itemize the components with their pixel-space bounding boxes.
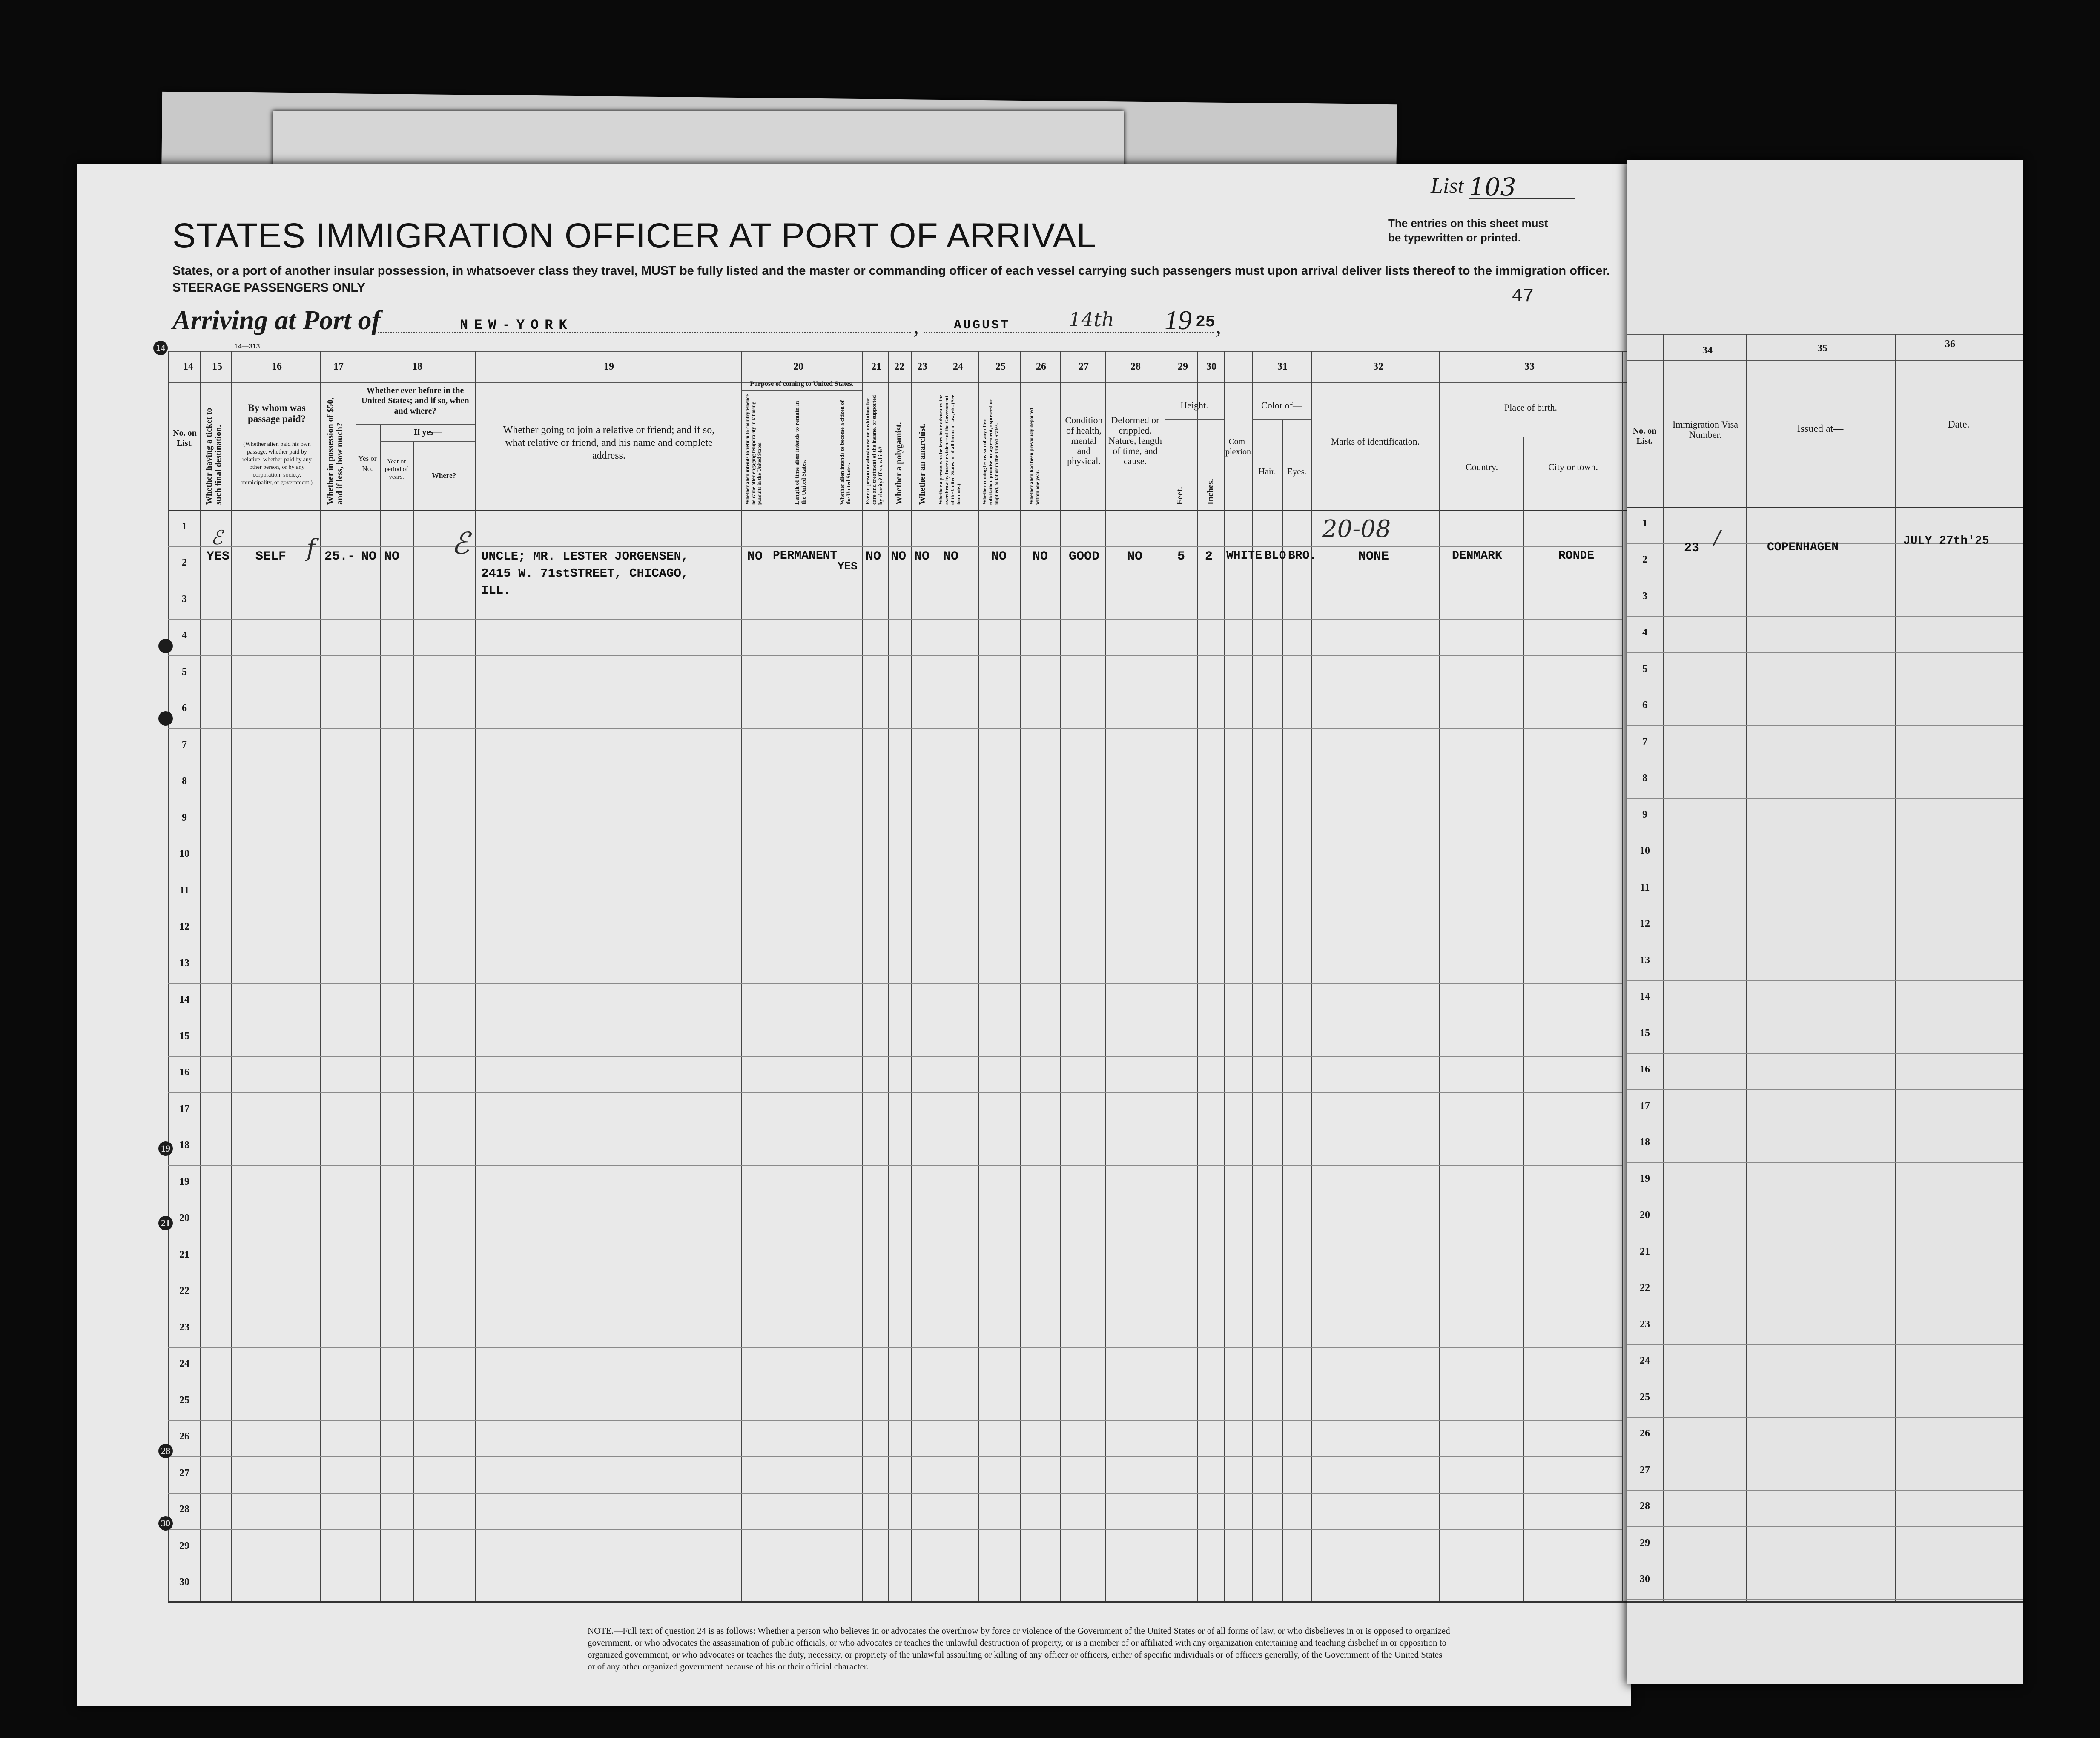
c29-label: Height.: [1180, 400, 1208, 411]
r1-where-mark: ℰ: [451, 526, 470, 561]
r1-anarchist: NO: [914, 549, 930, 564]
visa-row-line: [1627, 1417, 2023, 1418]
r1-deformed: NO: [1127, 549, 1143, 564]
c18-period: Year or period of years.: [384, 458, 408, 480]
col-line-x: [1282, 419, 1283, 1601]
visa-row-line: [1627, 1599, 2023, 1600]
r1-polygamist: NO: [891, 549, 907, 564]
visa-line-c: [1895, 334, 1896, 1601]
visa-row-line: [1627, 652, 2023, 653]
row-number: 14: [179, 994, 189, 1005]
visa-row-number: 11: [1640, 882, 1650, 893]
row-number: 11: [179, 885, 189, 896]
r1-inches: 2: [1205, 549, 1213, 564]
row-line: [168, 546, 1622, 547]
r1-join-1: UNCLE; MR. LESTER JORGENSEN,: [481, 549, 689, 563]
col-line-u: [1197, 351, 1198, 1601]
footer-rule: [168, 1601, 1707, 1603]
row-line: [168, 1092, 1622, 1093]
visa-row-line: [1627, 1526, 2023, 1527]
col-line-a: [168, 351, 169, 1601]
c33-label: Place of birth.: [1504, 402, 1558, 413]
col-line-p: [978, 351, 979, 1601]
binding-hole: [158, 639, 173, 653]
r1-hair: BLO: [1265, 549, 1286, 563]
c28-label: Deformed or crippled. Nature, length of time, and cause.: [1108, 415, 1162, 466]
c20-label: Purpose of coming to United States.: [750, 380, 854, 388]
r1-deported: NO: [1033, 549, 1048, 564]
r1-feet: 5: [1177, 549, 1185, 564]
colnum-27: 27: [1079, 361, 1089, 372]
colnum-28: 28: [1130, 361, 1141, 372]
r1-citizen: YES: [838, 560, 858, 573]
c21-label: Ever in prison or almshouse or institution for care and treatment of the insane, or supported by charity? If so, which?: [864, 395, 884, 505]
c31-sub-rule: [1252, 419, 1311, 420]
visa-row-number: 15: [1640, 1027, 1650, 1039]
visa-hdr-top: [1627, 360, 2023, 361]
visa-row-number: 9: [1642, 809, 1647, 820]
col-line-n: [911, 351, 912, 1601]
colnum-18: 18: [412, 361, 422, 372]
col-line-q: [1020, 351, 1021, 1601]
visa-row-number: 16: [1640, 1064, 1650, 1075]
r1-offer: NO: [991, 549, 1007, 564]
row-number: 22: [179, 1285, 189, 1296]
visa-row-line: [1627, 798, 2023, 799]
steerage-label: STEERAGE PASSENGERS ONLY: [172, 281, 365, 295]
comma-1: ,: [913, 314, 919, 339]
list-underline: [1469, 198, 1575, 199]
visa-row-number: 18: [1640, 1137, 1650, 1148]
row-number: 25: [179, 1394, 189, 1406]
arriving-label: Arriving at Port of: [172, 305, 381, 335]
row-number: 10: [179, 848, 189, 859]
colnum-24: 24: [953, 361, 963, 372]
r1-visa-no: 23: [1684, 541, 1700, 555]
r1-length: PERMANENT: [773, 549, 838, 563]
r1-country: DENMARK: [1452, 549, 1502, 563]
c20-c: Whether alien intends to become a citizen of the United States.: [839, 400, 852, 505]
col-line-i: [741, 351, 742, 1601]
r1-eyes: BRO.: [1288, 549, 1317, 563]
colnum-17: 17: [333, 361, 344, 372]
col-line-w: [1252, 351, 1253, 1601]
manifest-sheet: [77, 164, 1631, 1706]
visa-row-number: 20: [1640, 1209, 1650, 1221]
binding-hole: 30: [158, 1516, 173, 1531]
row-number: 2: [182, 557, 187, 568]
row-number: 6: [182, 703, 187, 714]
c25-label: Whether coming by reason of any offer, solicitation, promise, or agreement, expressed or implied, to labor in the United States.: [981, 399, 999, 505]
sheet-number: 47: [1512, 286, 1534, 307]
c30-label: Com- plexion.: [1225, 437, 1253, 457]
visa-row-line: [1627, 1490, 2023, 1491]
row-number: 4: [182, 630, 187, 641]
row-line: [168, 1420, 1622, 1421]
c18-yesno: Yes or No.: [358, 454, 377, 473]
header-bottom-rule: [168, 510, 1707, 511]
footnote: NOTE.—Full text of question 24 is as follows: Whether a person who believes in or advocates the overthrow by force or violence of the Government of the United States or of all forms of law, or who disbelieves in or is opposed to organized government, or who advocates the assassination of public officials, or who advocates or teaches the unlawful destruction of property, or is a member of or affiliated with any organization entertaining and teaching disbelief in or opposition to organized government, or who advocates or teaches the duty, necessity, or propriety of the unlawful assaulting or killing of any officer or officers, either of specific individuals or of officers generally, of the Government of the United States or of any other organized government because of his or their official character.: [588, 1626, 1450, 1672]
row-number: 7: [182, 739, 187, 750]
visa-row-number: 12: [1640, 918, 1650, 929]
colnum-19: 19: [604, 361, 614, 372]
r1-marks-hand: 20-08: [1322, 515, 1391, 543]
row-number: 26: [179, 1431, 189, 1442]
col-line-s: [1105, 351, 1106, 1601]
r1-paid: SELF: [255, 549, 287, 564]
c18-if-yes: If yes—: [413, 428, 442, 437]
c22-label: Whether a polygamist.: [894, 422, 904, 505]
form-number: 14—313: [234, 343, 260, 350]
r1-date: JULY 27th'25: [1903, 534, 1989, 548]
row-line: [168, 619, 1622, 620]
r1-visa-check: /: [1714, 526, 1721, 549]
month-value: AUGUST: [954, 318, 1010, 333]
c35-label: Issued at—: [1797, 423, 1844, 434]
visa-row-number: 22: [1640, 1282, 1650, 1293]
row-line: [168, 1456, 1622, 1457]
top-rule: [168, 351, 1707, 352]
visa-row-number: 24: [1640, 1355, 1650, 1366]
c36-label: Date.: [1948, 419, 1970, 430]
colnum-32: 32: [1373, 361, 1383, 372]
visa-row-number: 30: [1640, 1574, 1650, 1585]
row-line: [168, 655, 1622, 656]
row-number: 23: [179, 1321, 189, 1333]
c16-label: By whom was passage paid?: [247, 402, 306, 424]
c19-label: Whether going to join a relative or friend; and if so, what relative or friend, and his name and complete address.: [503, 425, 715, 461]
c34-label: Immigration Visa Number.: [1672, 419, 1739, 440]
r1-ticket-mark: ℰ: [211, 526, 223, 549]
visa-row-number: 13: [1640, 954, 1650, 966]
colnum-23: 23: [917, 361, 927, 372]
row-number: 19: [179, 1176, 189, 1187]
visa-row-number: 4: [1642, 627, 1647, 638]
c18-where: Where?: [431, 471, 456, 480]
c34-no-label: No. on List.: [1632, 426, 1657, 446]
c27-label: Condition of health, mental and physical.: [1065, 415, 1103, 466]
port-value: NEW-YORK: [460, 317, 573, 333]
r1-join-2: 2415 W. 71stSTREET, CHICAGO,: [481, 566, 689, 580]
row-number: 13: [179, 957, 189, 969]
row-line: [168, 1165, 1622, 1166]
c15-label: Whether having a ticket to such final destination.: [204, 408, 223, 505]
colnum-15: 15: [212, 361, 222, 372]
list-number: 103: [1469, 172, 1516, 201]
year-prefix: 19: [1165, 305, 1192, 335]
c29-inches: Inches.: [1206, 479, 1215, 505]
colnum-25: 25: [995, 361, 1006, 372]
row-number: 9: [182, 812, 187, 823]
c17-label: Whether in possession of $50, and if less, how much?: [326, 397, 344, 505]
visa-line-a: [1663, 334, 1664, 1601]
row-number: 30: [179, 1577, 189, 1588]
col-line-v: [1224, 351, 1225, 1601]
c31-eyes: Eyes.: [1287, 466, 1307, 477]
visa-row-number: 2: [1642, 554, 1647, 565]
day-value: 14th: [1069, 308, 1114, 331]
colnum-33: 33: [1524, 361, 1535, 372]
colnum-22: 22: [894, 361, 904, 372]
r1-before: NO: [361, 549, 377, 564]
r1-issued: COPENHAGEN: [1767, 541, 1839, 554]
binding-hole: 14: [153, 341, 168, 355]
row-line: [168, 983, 1622, 984]
visa-line-b: [1746, 334, 1747, 1601]
colnum-16: 16: [272, 361, 282, 372]
binding-hole: 21: [158, 1216, 173, 1230]
intro-text: States, or a port of another insular possession, in whatsoever class they travel, MUST be fully listed and the master or commanding officer of each vessel carrying such passengers must upon arrival deliver lists thereof to the immigration officer.: [172, 264, 1610, 278]
r1-health: GOOD: [1069, 549, 1100, 564]
visa-row-number: 29: [1640, 1537, 1650, 1548]
row-number: 5: [182, 666, 187, 678]
c23-label: Whether an anarchist.: [918, 423, 927, 505]
col-line-m: [888, 351, 889, 1601]
visa-row-number: 1: [1642, 517, 1647, 529]
r1-complexion: WHITE: [1226, 549, 1262, 563]
visa-row-number: 14: [1640, 991, 1650, 1002]
visa-footer-rule: [1627, 1601, 2023, 1603]
colnum-36: 36: [1945, 339, 1955, 350]
c14-label: No. on List.: [173, 428, 197, 448]
visa-row-line: [1627, 725, 2023, 726]
row-line: [168, 728, 1622, 729]
c20-a: Whether alien intends to return to country whence he came after engaging temporarily in laboring pursuits in the United States.: [744, 394, 762, 505]
c29-sub-rule: [1165, 419, 1224, 420]
visa-row-number: 7: [1642, 736, 1647, 747]
r1-ticket: YES: [207, 549, 230, 564]
c20-b: Length of time alien intends to remain in the United States.: [794, 401, 807, 505]
colnum-31: 31: [1277, 361, 1288, 372]
r1-city: RONDE: [1558, 549, 1595, 563]
binding-hole: [158, 711, 173, 726]
r1-paid-mark: f: [307, 534, 316, 562]
colnum-34: 34: [1702, 345, 1713, 356]
r1-prison: NO: [866, 549, 881, 564]
c31-hair: Hair.: [1258, 466, 1276, 477]
col-line-g: [413, 441, 414, 1601]
visa-row-line: [1627, 980, 2023, 981]
page-title: STATES IMMIGRATION OFFICER AT PORT OF ARRIVAL: [172, 216, 1096, 255]
c24-label: Whether a person who believes in or advocates the overthrow by force or violence of the Government of the United States or of all forms of law, etc. (See footnote.): [938, 394, 961, 505]
visa-row-line: [1627, 1162, 2023, 1163]
row-number: 18: [179, 1140, 189, 1151]
visa-row-line: [1627, 1344, 2023, 1345]
c29-feet: Feet.: [1175, 487, 1185, 505]
visa-row-number: 28: [1640, 1501, 1650, 1512]
visa-row-number: 17: [1640, 1100, 1650, 1112]
row-line: [168, 1056, 1622, 1057]
row-number: 24: [179, 1358, 189, 1369]
visa-sheet: [1627, 160, 2023, 1684]
row-number: 21: [179, 1249, 189, 1260]
row-number: 28: [179, 1504, 189, 1515]
colnum-35: 35: [1817, 343, 1827, 354]
r1-join-3: ILL.: [481, 583, 511, 598]
col-line-h: [475, 351, 476, 1601]
typewritten-instruction: The entries on this sheet must be typewritten or printed.: [1388, 217, 1548, 244]
header-top-rule: [168, 382, 1707, 383]
visa-row-line: [1627, 1089, 2023, 1090]
c18-sub-rule: [356, 424, 475, 425]
visa-row-number: 25: [1640, 1391, 1650, 1403]
row-line: [168, 1347, 1622, 1348]
r1-overthrow: NO: [943, 549, 959, 564]
c16-sub: (Whether alien paid his own passage, whether paid by relative, whether paid by any other person, or by any corporation, society, municipality, or government.): [241, 441, 313, 486]
r1-marks: NONE: [1358, 549, 1389, 564]
c18-sub-rule-2: [380, 441, 475, 442]
visa-row-number: 10: [1640, 845, 1650, 856]
r1-return: NO: [747, 549, 763, 564]
colnum-14: 14: [183, 361, 193, 372]
row-number: 27: [179, 1467, 189, 1479]
visa-row-number: 3: [1642, 590, 1647, 602]
c32-label: Marks of identification.: [1331, 436, 1420, 447]
visa-row-number: 5: [1642, 663, 1647, 675]
c33-country: Country.: [1465, 462, 1498, 472]
r1-period: NO: [384, 549, 400, 564]
c20-sub-rule: [741, 390, 862, 391]
port-line: [375, 332, 911, 333]
col-line-c: [231, 351, 232, 1601]
col-line-b: [200, 351, 201, 1601]
visa-row-number: 8: [1642, 773, 1647, 784]
visa-row-number: 27: [1640, 1464, 1650, 1476]
colnum-29: 29: [1178, 361, 1188, 372]
c31-label: Color of—: [1261, 400, 1302, 411]
col-line-f: [380, 424, 381, 1601]
visa-row-number: 6: [1642, 700, 1647, 711]
colnum-26: 26: [1036, 361, 1046, 372]
row-line: [168, 1529, 1622, 1530]
col-line-y: [1311, 351, 1312, 1601]
visa-row-number: 19: [1640, 1173, 1650, 1184]
year-suffix: 25: [1196, 313, 1215, 331]
visa-row-number: 26: [1640, 1428, 1650, 1439]
row-number: 1: [182, 520, 187, 532]
col-line-r: [1060, 351, 1061, 1601]
visa-row-line: [1627, 616, 2023, 617]
row-number: 29: [179, 1540, 189, 1551]
visa-row-number: 23: [1640, 1319, 1650, 1330]
visa-row-line: [1627, 1053, 2023, 1054]
c33-city: City or town.: [1548, 462, 1598, 472]
comma-2: ,: [1216, 314, 1221, 339]
row-number: 15: [179, 1030, 189, 1042]
col-line-l: [862, 351, 863, 1601]
binding-hole: 28: [158, 1444, 173, 1458]
r1-money: 25.-: [324, 549, 356, 564]
col-line-ab: [1622, 351, 1623, 1601]
row-line: [168, 1493, 1622, 1494]
colnum-30: 30: [1206, 361, 1216, 372]
col-line-d: [320, 351, 321, 1601]
colnum-20: 20: [793, 361, 803, 372]
c18-label: Whether ever before in the United States; and if so, when and where?: [361, 386, 469, 416]
c26-label: Whether alien had been previously deported within one year.: [1028, 408, 1040, 505]
row-number: 16: [179, 1067, 189, 1078]
binding-hole: 19: [158, 1141, 173, 1156]
visa-top-rule: [1627, 334, 2023, 335]
row-number: 17: [179, 1103, 189, 1115]
col-line-aa: [1523, 437, 1524, 1601]
visa-hdr-bottom: [1627, 507, 2023, 508]
list-label: List: [1431, 174, 1464, 198]
row-number: 3: [182, 593, 187, 605]
col-line-z: [1439, 351, 1440, 1601]
row-number: 20: [179, 1212, 189, 1224]
visa-row-number: 21: [1640, 1246, 1650, 1257]
colnum-21: 21: [871, 361, 881, 372]
row-number: 8: [182, 776, 187, 787]
row-number: 12: [179, 921, 189, 932]
